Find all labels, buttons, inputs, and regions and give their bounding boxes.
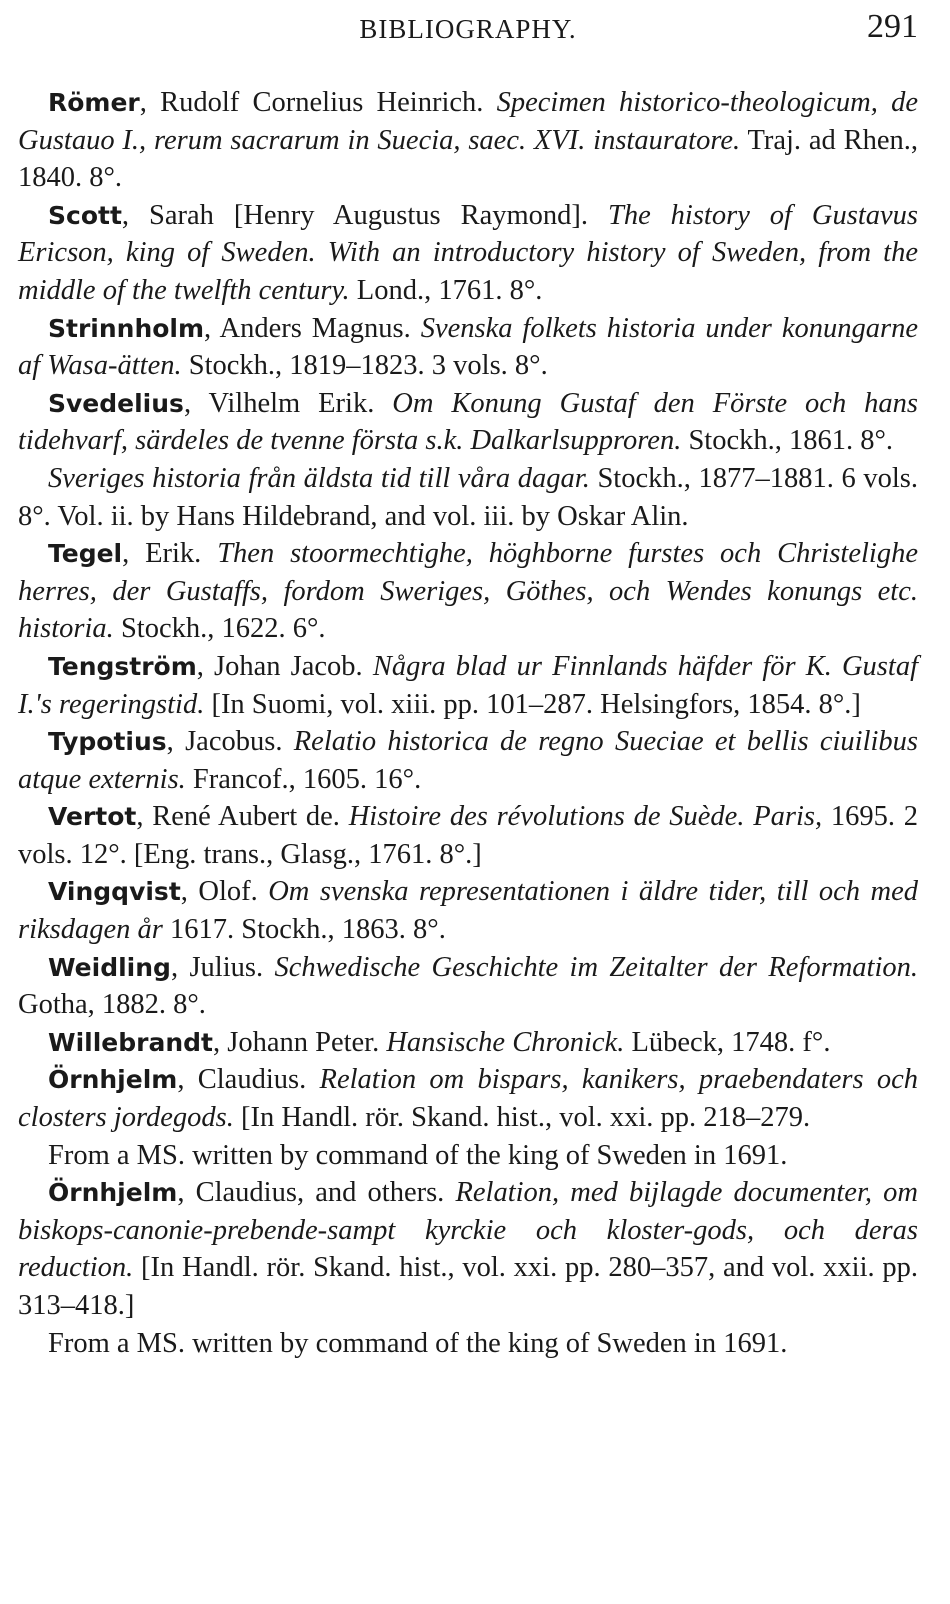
author-details: , Johann Peter. xyxy=(212,1026,387,1058)
publication-info: [In Suomi, vol. xiii. pp. 101–287. Helsingfors, 1854. 8°.] xyxy=(204,688,861,720)
bib-entry xyxy=(18,648,918,723)
work-title: Relation om bispars, kanikers, praebendaters och closters jordegods. xyxy=(18,1064,918,1134)
bibliography-list xyxy=(18,84,918,1362)
publication-info: [In Handl. rör. Skand. hist., vol. xxi. pp. 218–279. xyxy=(233,1102,811,1134)
work-title: Om svenska representationen i äldre tider, till och med riksdagen år xyxy=(18,876,918,946)
author-name: Römer xyxy=(48,88,140,117)
bib-entry xyxy=(18,385,918,460)
page-number: 291 xyxy=(867,8,918,45)
publication-info: Stockh., 1877–1881. 6 vols. 8°. Vol. ii. by Hans Hildebrand, and vol. iii. by Oskar Alin. xyxy=(18,462,918,532)
author-name: Scott xyxy=(48,200,122,230)
work-title: Svenska folkets historia under konungarne af Wasa-ätten. xyxy=(18,312,918,382)
author-name: Vertot xyxy=(48,802,137,832)
work-title: Sveriges historia från äldsta tid till våra dagar. xyxy=(48,462,590,494)
author-details: , Vilhelm Erik. xyxy=(183,387,393,419)
bib-entry xyxy=(18,949,918,1024)
publication-info: Lübeck, 1748. f°. xyxy=(624,1026,831,1058)
publication-info: Stockh., 1861. 8°. xyxy=(681,425,894,457)
author-name: Typotius xyxy=(48,727,167,757)
work-title: Specimen historico-theologicum, de Gustauo I., rerum sacrarum in Suecia, saec. XVI. instauratore. xyxy=(18,87,918,156)
work-title: Om Konung Gustaf den Förste och hans tidehvarf, särdeles de tvenne första s.k. Dalkarlsupproren. xyxy=(18,387,918,457)
author-name: Willebrandt xyxy=(48,1027,213,1057)
author-name: Vingqvist xyxy=(48,877,181,907)
bib-entry xyxy=(18,873,918,948)
author-details: , René Aubert de. xyxy=(136,801,349,833)
bib-entry xyxy=(18,535,918,648)
publication-info: Stockh., 1622. 6°. xyxy=(113,613,326,645)
author-details: , Olof. xyxy=(180,876,269,908)
publication-info: [In Handl. rör. Skand. hist., vol. xxi. pp. 280–357, and vol. xxii. pp. 313–418.] xyxy=(18,1252,918,1321)
page xyxy=(18,0,919,1359)
author-details: , Claudius. xyxy=(177,1064,320,1096)
bib-entry xyxy=(18,1061,918,1136)
author-name: Weidling xyxy=(48,952,171,982)
publication-info: Francof., 1605. 16°. xyxy=(185,763,422,795)
author-name: Svedelius xyxy=(48,388,184,418)
bib-entry xyxy=(18,84,918,197)
page-header xyxy=(18,0,918,58)
author-name: Tegel xyxy=(48,539,123,569)
author-details: , Rudolf Cornelius Heinrich. xyxy=(139,87,497,118)
publication-info: Stockh., 1819–1823. 3 vols. 8°. xyxy=(181,350,548,382)
author-details: , Jacobus. xyxy=(166,726,294,758)
author-details: , Johan Jacob. xyxy=(196,650,373,682)
author-details: , Claudius, and others. xyxy=(177,1177,456,1209)
bib-entry xyxy=(18,798,918,873)
author-name: Örnhjelm xyxy=(48,1178,178,1208)
publication-info: Traj. ad Rhen., 1840. 8°. xyxy=(18,124,918,194)
author-details: , Erik. xyxy=(122,538,218,570)
bib-entry xyxy=(18,1024,918,1062)
author-name: Tengström xyxy=(48,651,197,681)
bib-entry xyxy=(18,460,918,535)
author-details: , Anders Magnus. xyxy=(204,312,421,344)
publication-info: Gotha, 1882. 8°. xyxy=(18,989,206,1021)
publication-info: Lond., 1761. 8°. xyxy=(349,274,543,306)
bib-entry xyxy=(18,197,918,310)
running-head: BIBLIOGRAPHY. xyxy=(359,14,577,44)
work-title: Relation, med bijlagde documenter, om biskops-canonie-prebende-sampt kyrckie och kloster-gods, och deras reduction. xyxy=(18,1177,918,1284)
source-note: From a MS. written by command of the king of Sweden in 1691. xyxy=(48,1327,788,1359)
work-title: Histoire des révolutions de Suède. Paris, xyxy=(348,801,823,833)
bib-entry xyxy=(18,723,918,798)
work-title: Then stoormechtighe, höghborne furstes och Christelighe herres, der Gustaffs, fordom Sweriges, Göthes, och Wendes konungs etc. historia. xyxy=(18,538,918,645)
work-title: Hansische Chronick. xyxy=(386,1026,625,1058)
publication-info: 1695. 2 vols. 12°. [Eng. trans., Glasg., 1761. 8°.] xyxy=(18,801,919,870)
publication-info: 1617. Stockh., 1863. 8°. xyxy=(162,914,446,946)
bib-entry xyxy=(18,1174,918,1324)
author-details: , Sarah [Henry Augustus Raymond]. xyxy=(121,199,608,231)
author-details: , Julius. xyxy=(170,951,275,983)
author-name: Strinnholm xyxy=(48,313,205,343)
work-title: The history of Gustavus Ericson, king of Sweden. With an introductory history of Sweden, from the middle of the twelfth century. xyxy=(18,199,919,306)
work-title: Några blad ur Finnlands häfder för K. Gustaf I.'s regeringstid. xyxy=(18,650,918,720)
author-name: Örnhjelm xyxy=(48,1065,178,1095)
source-note: From a MS. written by command of the king of Sweden in 1691. xyxy=(48,1139,788,1171)
work-title: Relatio historica de regno Sueciae et bellis ciuilibus atque externis. xyxy=(18,726,919,795)
bib-entry xyxy=(18,310,918,385)
work-title: Schwedische Geschichte im Zeitalter der Reformation. xyxy=(274,951,918,983)
